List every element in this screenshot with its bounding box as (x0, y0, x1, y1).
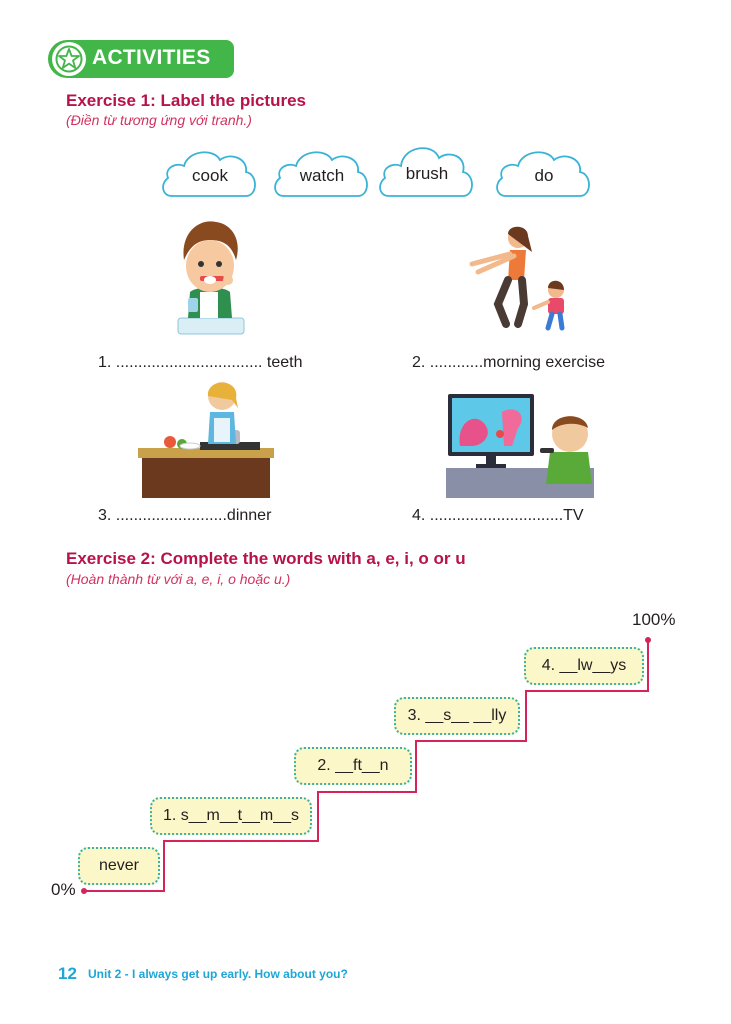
banner-title: ACTIVITIES (92, 46, 211, 69)
step-always: 4. __lw__ys (524, 647, 644, 685)
word-cook: cook (192, 166, 228, 185)
start-dot (81, 888, 87, 894)
star-icon (52, 42, 86, 76)
word-cloud-do (494, 144, 594, 204)
exercise1-item-3: 3. .........................dinner (98, 507, 272, 524)
exercise1-item-2: 2. ............morning exercise (412, 354, 605, 371)
exercise2-subtitle: (Hoàn thành từ với a, e, i, o hoặc u.) (66, 571, 291, 587)
step-usually: 3. __s__ __lly (394, 697, 520, 735)
word-cloud-cook (160, 144, 260, 204)
page-number: 12 (58, 964, 77, 983)
word-cloud-watch (272, 144, 372, 204)
unit-footer: Unit 2 - I always get up early. How about you? (88, 967, 348, 981)
step-sometimes: 1. s__m__t__m__s (150, 797, 312, 835)
step-never: never (78, 847, 160, 885)
word-brush: brush (405, 164, 449, 183)
step-often: 2. __ft__n (294, 747, 412, 785)
exercise1-item-4: 4. ..............................TV (412, 507, 584, 524)
boy-watching-tv-illustration (446, 392, 594, 498)
exercise2-title: Exercise 2: Complete the words with a, e, i, o or u (66, 549, 466, 568)
word-watch: watch (299, 166, 345, 185)
girl-cooking-illustration (136, 378, 276, 500)
end-dot (645, 637, 651, 643)
exercise1-item-1: 1. ................................. teeth (98, 354, 303, 371)
morning-exercise-illustration (462, 224, 574, 336)
high-percent-label: 100% (632, 610, 676, 629)
boy-brushing-teeth-illustration (170, 214, 250, 338)
word-do: do (534, 166, 554, 185)
word-cloud-brush (377, 140, 477, 200)
exercise1-title: Exercise 1: Label the pictures (66, 91, 306, 110)
low-percent-label: 0% (51, 880, 76, 899)
exercise1-subtitle: (Điền từ tương ứng với tranh.) (66, 112, 252, 128)
